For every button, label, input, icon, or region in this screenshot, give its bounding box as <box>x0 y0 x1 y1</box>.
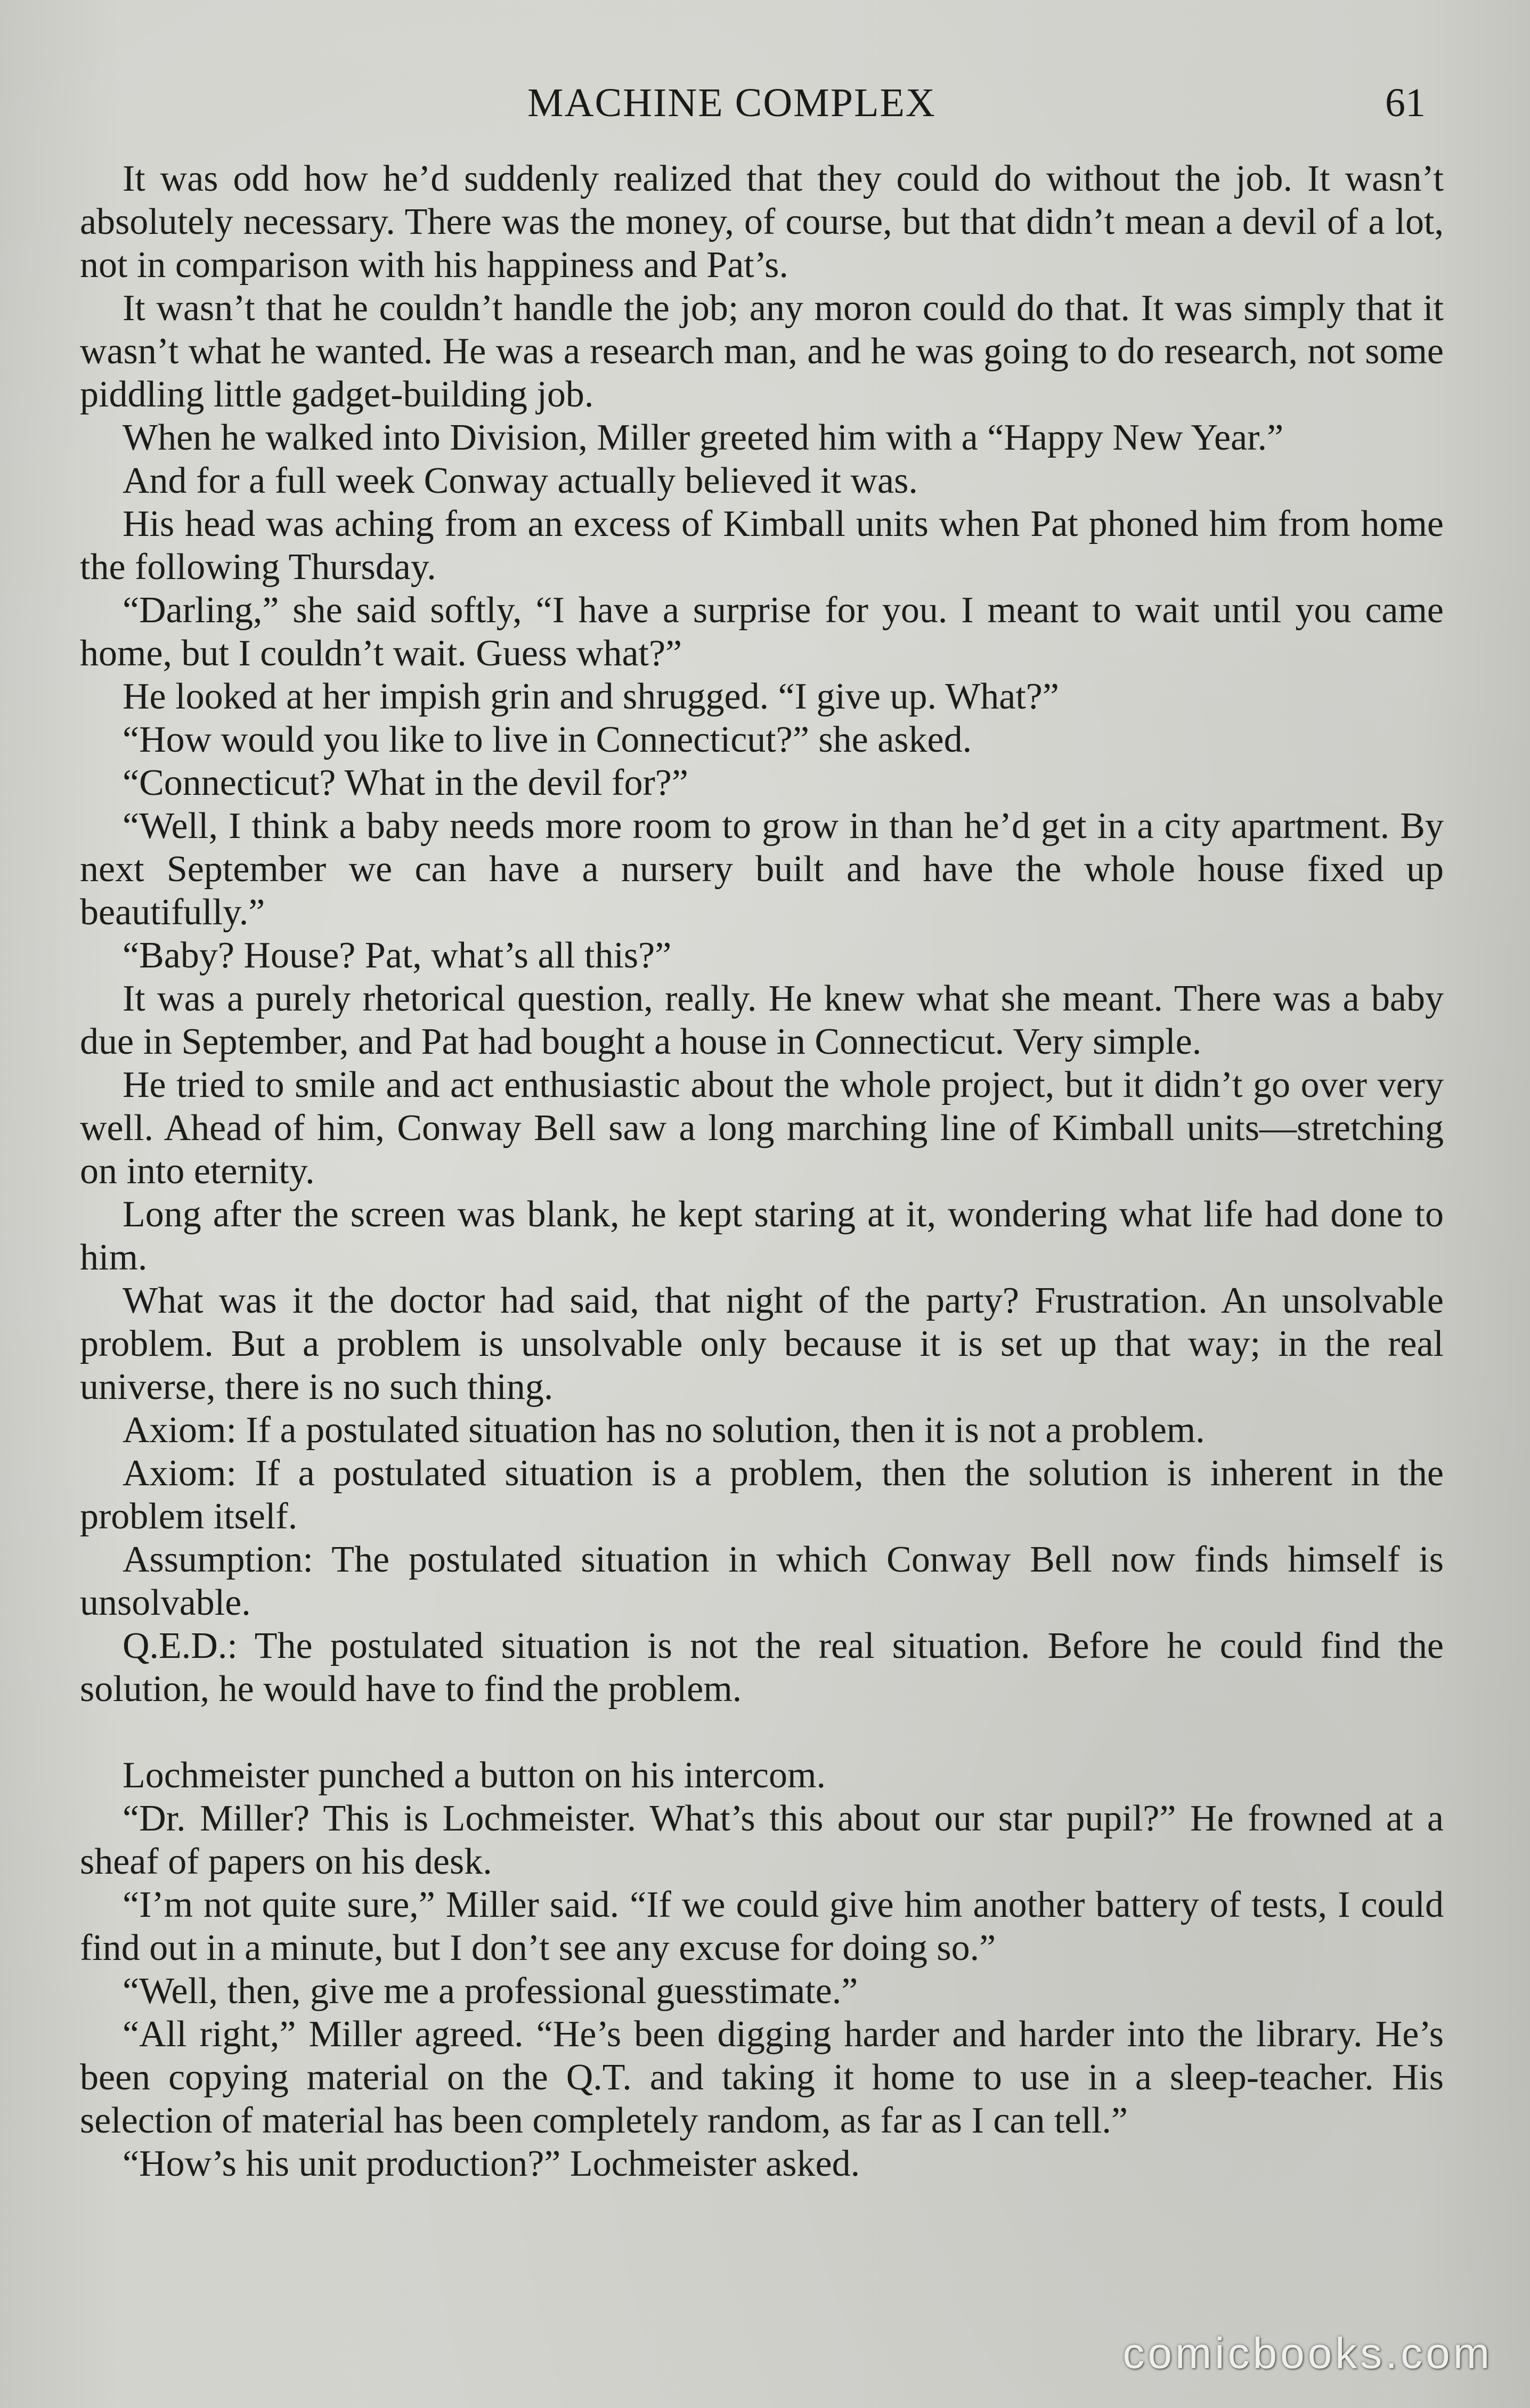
watermark: comicbooks.com <box>1122 2329 1493 2378</box>
paragraph: And for a full week Conway actually believed it was. <box>123 460 918 501</box>
paragraph: “Well, then, give me a professional guesstimate.” <box>123 1971 858 2012</box>
paragraph: “How would you like to live in Connecticut?” she asked. <box>123 719 972 760</box>
paragraph: When he walked into Division, Miller greeted him with a “Happy New Year.” <box>123 417 1284 458</box>
paragraph: He looked at her impish grin and shrugged. “I give up. What?” <box>123 676 1059 717</box>
running-title: MACHINE COMPLEX <box>527 80 936 125</box>
assumption-paragraph: Assumption: The postulated situation in which Conway Bell now finds himself is unsolvable. <box>80 1539 1444 1623</box>
axiom-paragraph: Axiom: If a postulated situation is a problem, then the solution is inherent in the problem itself. <box>80 1453 1444 1537</box>
paragraph: What was it the doctor had said, that night of the party? Frustration. An unsolvable problem. But a problem is unsolvable only because it is set up that way; in the real universe, there is no such thing. <box>80 1280 1444 1408</box>
paragraph: “Dr. Miller? This is Lochmeister. What’s this about our star pupil?” He frowned at a sheaf of papers on his desk. <box>80 1798 1444 1882</box>
qed-paragraph: Q.E.D.: The postulated situation is not the real situation. Before he could find the solution, he would have to find the problem. <box>80 1625 1444 1710</box>
paragraph: “How’s his unit production?” Lochmeister asked. <box>123 2143 860 2184</box>
paragraph: “Connecticut? What in the devil for?” <box>123 762 688 803</box>
paragraph: Long after the screen was blank, he kept staring at it, wondering what life had done to him. <box>80 1194 1444 1278</box>
paragraph: It was a purely rhetorical question, really. He knew what she meant. There was a baby due in September, and Pat had bought a house in Connecticut. Very simple. <box>80 978 1444 1062</box>
paragraph: “I’m not quite sure,” Miller said. “If we could give him another battery of tests, I could find out in a minute, but I don’t see any excuse for doing so.” <box>80 1884 1444 1968</box>
paragraph: It wasn’t that he couldn’t handle the job; any moron could do that. It was simply that it wasn’t what he wanted. He was a research man, and he was going to do research, not some piddling little gadget-building job. <box>80 288 1444 415</box>
paragraph: He tried to smile and act enthusiastic about the whole project, but it didn’t go over very well. Ahead of him, Conway Bell saw a long marching line of Kimball units—stretching on into eternity. <box>80 1064 1444 1192</box>
paragraph: His head was aching from an excess of Kimball units when Pat phoned him from home the following Thursday. <box>80 503 1444 588</box>
paragraph: “All right,” Miller agreed. “He’s been digging harder and harder into the library. He’s been copying material on the Q.T. and taking it home to use in a sleep-teacher. His selection of material has been completely random, as far as I can tell.” <box>80 2014 1444 2141</box>
paragraph: It was odd how he’d suddenly realized that they could do without the job. It wasn’t absolutely necessary. There was the money, of course, but that didn’t mean a devil of a lot, not in comparison with his happiness and Pat’s. <box>80 158 1444 286</box>
paragraph: “Well, I think a baby needs more room to grow in than he’d get in a city apartment. By next September we can have a nursery built and have the whole house fixed up beautifully.” <box>80 806 1444 933</box>
body-text <box>80 157 1444 2185</box>
paragraph: Lochmeister punched a button on his intercom. <box>123 1755 826 1796</box>
page-number: 61 <box>1385 80 1426 125</box>
axiom-paragraph: Axiom: If a postulated situation has no solution, then it is not a problem. <box>123 1410 1205 1451</box>
paragraph: “Baby? House? Pat, what’s all this?” <box>123 935 672 976</box>
paragraph: “Darling,” she said softly, “I have a surprise for you. I meant to wait until you came home, but I couldn’t wait. Guess what?” <box>80 590 1444 674</box>
